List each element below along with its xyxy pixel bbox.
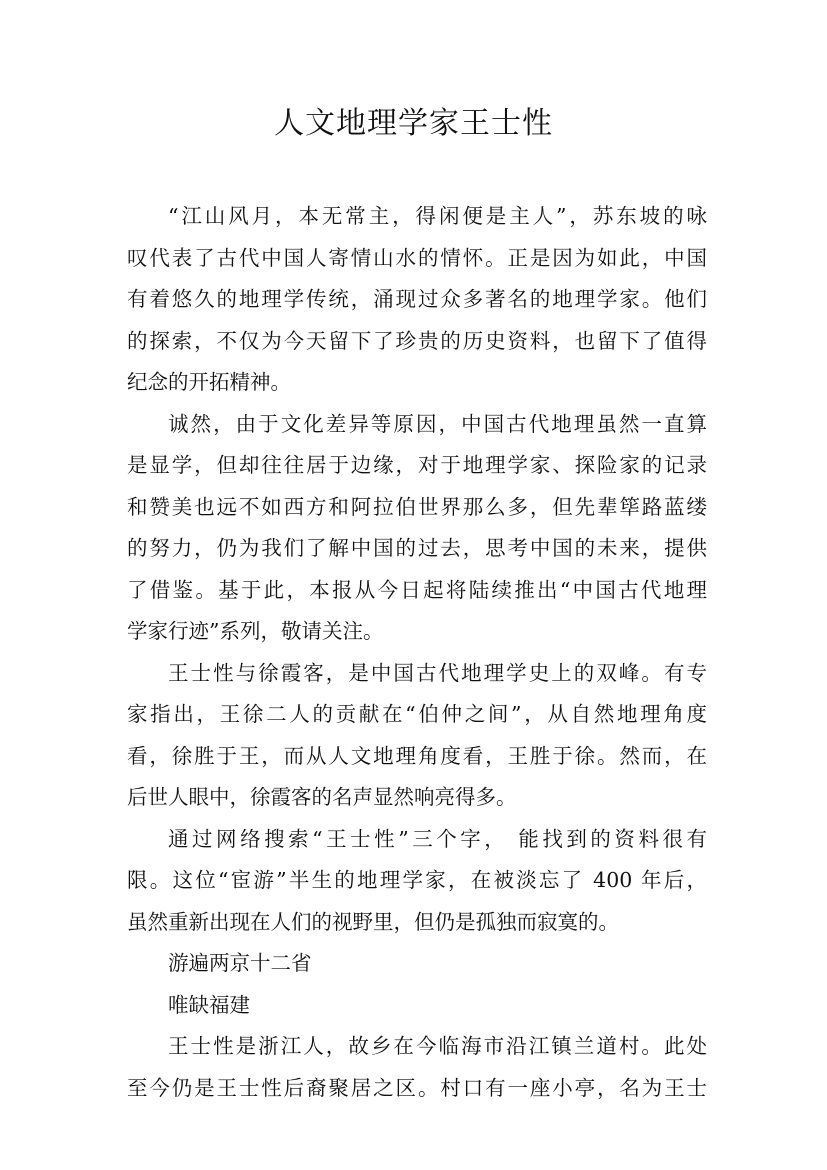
text-line: 通过网络搜索“王士性”三个字， 能找到的资料很有 (168, 826, 707, 851)
text-line: 虽然重新出现在人们的视野里，但仍是孤独而寂寞的。 (127, 909, 619, 934)
text-line: 是显学，但却往往居于边缘，对于地理学家、探险家的记录 (127, 453, 707, 477)
text-line: 游遍两京十二省 (168, 951, 312, 975)
text-line: 学家行迹”系列，敬请关注。 (127, 619, 384, 643)
text-line: 家指出，王徐二人的贡献在“伯仲之间”，从自然地理角度 (127, 702, 707, 726)
text-line: “江山风月，本无常主，得闲便是主人”，苏东坡的咏 (168, 204, 707, 228)
text-line: 看，徐胜于王，而从人文地理角度看，王胜于徐。然而，在 (127, 743, 707, 768)
text-line: 和赞美也远不如西方和阿拉伯世界那么多，但先辈筚路蓝缕 (127, 494, 707, 519)
text-line: 王士性与徐霞客，是中国古代地理学史上的双峰。有专 (168, 660, 707, 685)
document-title: 人文地理学家王士性 (274, 106, 553, 141)
text-line: 至今仍是王士性后裔聚居之区。村口有一座小亭，名为王士 (127, 1075, 707, 1100)
text-line: 的探索，不仅为今天留下了珍贵的历史资料，也留下了值得 (127, 328, 707, 353)
text-line: 纪念的开拓精神。 (127, 370, 291, 394)
text-line: 唯缺福建 (168, 992, 250, 1017)
text-line: 的努力，仍为我们了解中国的过去，思考中国的未来，提供 (127, 536, 707, 560)
document-body (127, 196, 707, 1109)
text-line: 诚然，由于文化差异等原因，中国古代地理虽然一直算 (168, 411, 707, 436)
text-line: 了借鉴。基于此，本报从今日起将陆续推出“中国古代地理 (127, 577, 707, 602)
text-line: 叹代表了古代中国人寄情山水的情怀。正是因为如此，中国 (127, 245, 707, 270)
text-line: 后世人眼中，徐霞客的名声显然响亮得多。 (127, 785, 517, 809)
text-line: 王士性是浙江人，故乡在今临海市沿江镇兰道村。此处 (168, 1034, 707, 1058)
text-line: 有着悠久的地理学传统，涌现过众多著名的地理学家。他们 (127, 287, 707, 311)
text-line: 限。这位“宦游”半生的地理学家，在被淡忘了 400 年后， (127, 868, 707, 892)
